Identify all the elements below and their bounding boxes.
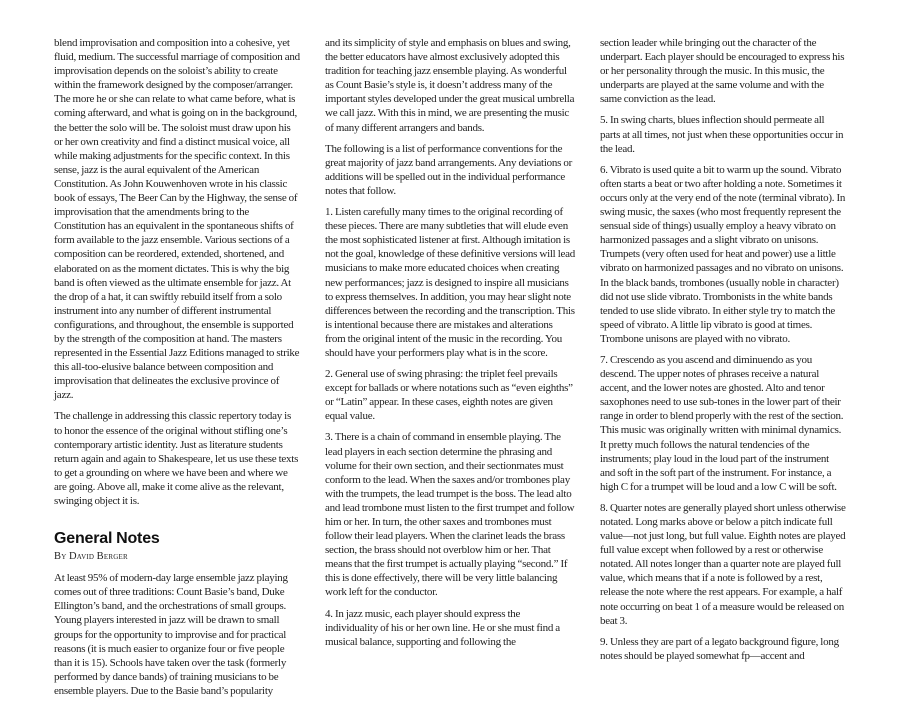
paragraph: The following is a list of performance conventions for the great majority of jazz band arrangements. Any deviations or additions will be spelled out in the individual performance notes that follow. [325, 142, 573, 197]
list-item: 4. In jazz music, each player should express the individuality of his or her own line. He or she must find a musical balance, supporting and following the [325, 607, 560, 648]
list-item: 6. Vibrato is used quite a bit to warm up the sound. Vibrato often starts a beat or two after holding a note. Sometimes it occurs only at the very end of the note (terminal vibrato). In swing music, the saxes (who most frequently represent the sensual side of things) usually employ a heavy vibrato on harmonized passages and a slight vibrato on unisons. Trumpets (very often used for heat and power) use a little vibrato on harmonized passages and no vibrato on unisons. In the black bands, trombones (usually noble in character) did not use slide vibrato. Trombonists in the white bands tended to use slide vibrato. In either style try to match the speed of vibrato. A little lip vibrato is good at times. Trombone unisons are played with no vibrato. [600, 163, 846, 345]
column-right [600, 36, 846, 670]
list-item: 5. In swing charts, blues inflection should permeate all parts at all times, not just when these opportunities occur in the lead. [600, 114, 844, 155]
list-item: 8. Quarter notes are generally played short unless otherwise notated. Long marks above or below a pitch indicate full value—not just long, but full value. Eighth notes are played full value except when followed by a rest or otherwise notated. All notes longer than a quarter note are played full value, which means that if a note is followed by a rest, release the note where the rest appears. For example, a half note occurring on beat 1 of a measure would be released on beat 3. [600, 501, 846, 627]
list-item: 9. Unless they are part of a legato background figure, long notes should be played somewhat fp—accent and [600, 635, 839, 662]
paragraph: At least 95% of modern-day large ensemble jazz playing comes out of three traditions: Count Basie’s band, Duke Ellington’s band, and the orchestrations of small groups. Young players interested in jazz will be drawn to small groups for the opportunity to improvise and for practical reasons (it is much easier to organize four or five people than it is 15). Schools have taken over the task (formerly performed by dance bands) of training musicians to be ensemble players. Due to the Basie band’s popularity [54, 572, 288, 697]
list-item: 7. Crescendo as you ascend and diminuendo as you descend. The upper notes of phrases receive a natural accent, and the lower notes are ghosted. Alto and tenor saxophones need to use sub-tones in the lower part of their range in order to blend properly with the rest of the section. This music was originally written with minimal dynamics. It pretty much follows the natural tendencies of the instruments; play loud in the loud part of the instrument and soft in the soft part of the instrument. For instance, a high C for a trumpet will be loud and a low C will be soft. [600, 353, 844, 493]
column-left [54, 36, 300, 705]
column-middle [325, 36, 575, 656]
list-item: 2. General use of swing phrasing: the triplet feel prevails except for ballads or where notations such as “even eighths” or “Latin” appear. In these cases, eighth notes are given equal value. [325, 368, 573, 423]
paragraph: The challenge in addressing this classic repertory today is to honor the essence of the original without stifling one’s contemporary artistic identity. Just as literature students return again and again to Shakespeare, let us use these texts to get a grounding on where we have been and where we are going. Above all, make it come alive as the relevant, swinging object it is. [54, 410, 299, 507]
list-item: 1. Listen carefully many times to the original recording of these pieces. There are many subtleties that will elude even the most sophisticated listener at first. Although imitation is not the goal, knowledge of these definitive versions will lead musicians to make more educated choices when creating new performances; jazz is designed to inspire all musicians to express themselves. In addition, you may hear slight note differences between the recording and the transcription. This is intentional because there are mistakes and alterations from the original intent of the music in the recording. You should have your performers play what is in the score. [325, 206, 576, 359]
section-heading: General Notes [54, 530, 160, 548]
list-item: 3. There is a chain of command in ensemble playing. The lead players in each section determine the phrasing and volume for their own section, and their sectionmates must conform to the lead. When the saxes and/or trombones play with the trumpets, the lead trumpet is the boss. The lead alto and lead trombone must listen to the first trumpet and follow him or her. In turn, the other saxes and trombones must follow their lead players. When the clarinet leads the brass section, the brass should not overblow him or her. That means that the first trumpet is actually playing “second.” If this is done effectively, there will be very little balancing work left for the conductor. [325, 431, 575, 599]
byline: By David Berger [54, 551, 128, 563]
paragraph: section leader while bringing out the character of the underpart. Each player should be encouraged to express his or her personality through the music. In this music, the underparts are played at the same volume and with the same conviction as the lead. [600, 37, 845, 106]
paragraph: and its simplicity of style and emphasis on blues and swing, the better educators have almost exclusively adopted this tradition for teaching jazz ensemble playing. As wonderful as Count Basie’s style is, it doesn’t address many of the important styles developed under the great musical umbrella we call jazz. With this in mind, we are presenting the music of many different arrangers and bands. [325, 37, 575, 134]
paragraph: blend improvisation and composition into a cohesive, yet fluid, medium. The successful marriage of composition and improvisation depends on the soloist’s ability to create within the framework designed by the composer/arranger. The more he or she can relate to what came before, what is coming afterward, and what is going on in the background, the better the solo will be. The soloist must draw upon his or her own creativity and find a distinct musical voice, all while making adjustments for the specific context. In this sense, jazz is the aural equivalent of the American Constitution. As John Kouwenhoven wrote in his classic book of essays, The Beer Can by the Highway, the sense of improvisation that the amendments bring to the Constitution has an equivalent in the spontaneous shifts of form available to the jazz ensemble. Various sections of a composition can be reordered, extended, shortened, and elaborated on as the moment dictates. This is why the big band is often viewed as the ultimate ensemble for jazz. At the drop of a hat, it can swiftly rebuild itself from a solo instrument into any number of different instrumental configurations, and throughout, the ensemble is supported by the strength of the composition at hand. The masters represented in the Essential Jazz Editions managed to strike this all-too-elusive balance between composition and improvisation that delineates the exclusive province of jazz. [54, 37, 300, 402]
